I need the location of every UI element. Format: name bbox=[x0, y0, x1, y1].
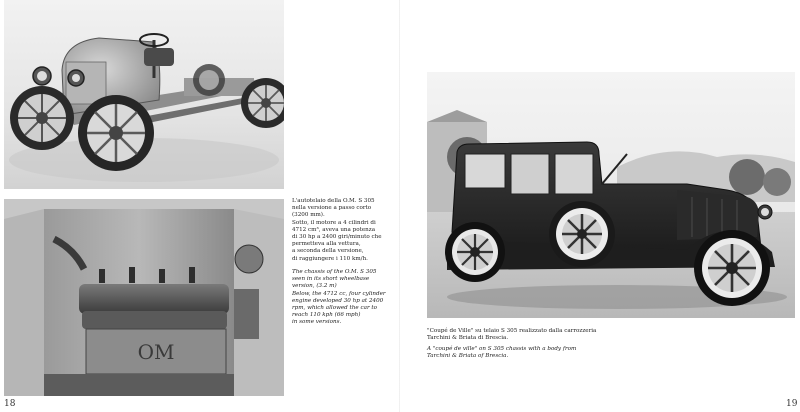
caption-line: 4712 cm³, aveva una potenza bbox=[292, 226, 376, 233]
engine-badge-text: OM bbox=[137, 340, 175, 364]
caption-line: a seconda della versione, bbox=[292, 248, 364, 255]
engine-photo bbox=[4, 199, 284, 396]
caption-line: permetteva alla vettura, bbox=[292, 241, 361, 248]
caption-line: Tarchini & Briata of Brescia. bbox=[427, 353, 509, 360]
chassis-photo bbox=[4, 0, 284, 189]
caption-line: reach 110 kph (66 mph) bbox=[292, 312, 361, 319]
caption-line: "Coupé de Ville" su telaio S 305 realizzato dalla carrozzeria bbox=[427, 328, 597, 334]
coupe-spare-wheel bbox=[549, 201, 615, 267]
chassis-front-right-wheel bbox=[78, 95, 154, 171]
caption-line: seen in its short wheelbase bbox=[292, 276, 370, 283]
coupe-rear-wheel bbox=[445, 222, 505, 282]
caption-english-right bbox=[427, 346, 657, 360]
right-page bbox=[400, 0, 800, 412]
page-number-right: 19 bbox=[786, 399, 798, 409]
caption-line: nella versione a passo corto bbox=[292, 205, 372, 212]
caption-line: Tarchini & Briata di Brescia. bbox=[427, 335, 509, 342]
caption-line: The chassis of the O.M. S 305 bbox=[292, 269, 377, 275]
caption-line: in some versions. bbox=[292, 319, 342, 326]
caption-english-left bbox=[292, 269, 396, 327]
caption-line: engine developed 30 hp at 2400 bbox=[292, 297, 384, 304]
caption-line: version, (3.2 m) bbox=[292, 283, 337, 290]
page-number-left: 18 bbox=[4, 399, 16, 409]
caption-line: di raggiungere i 110 km/h. bbox=[292, 255, 368, 262]
engine-illustration bbox=[4, 199, 284, 396]
caption-line: (3200 mm). bbox=[292, 212, 325, 219]
coupe-illustration bbox=[427, 72, 795, 318]
caption-line: rpm, which allowed the car to bbox=[292, 305, 378, 312]
chassis-illustration bbox=[4, 0, 284, 189]
coupe-front-wheel bbox=[694, 230, 770, 306]
coupe-de-ville-photo bbox=[427, 72, 795, 318]
caption-italian-right bbox=[427, 328, 657, 342]
caption-line: Below, the 4712 cc, four cylinder bbox=[292, 290, 386, 297]
caption-line: di 30 hp a 2400 giri/minuto che bbox=[292, 234, 382, 241]
caption-line: Sotto, il motore a 4 cilindri di bbox=[292, 219, 376, 226]
chassis-front-left-wheel bbox=[10, 86, 74, 150]
caption-line: A "coupé de ville" on S 305 chassis with a body from bbox=[427, 346, 577, 352]
caption-line: L'autotelaio della O.M. S 305 bbox=[292, 198, 375, 204]
caption-italian-left bbox=[292, 198, 396, 263]
